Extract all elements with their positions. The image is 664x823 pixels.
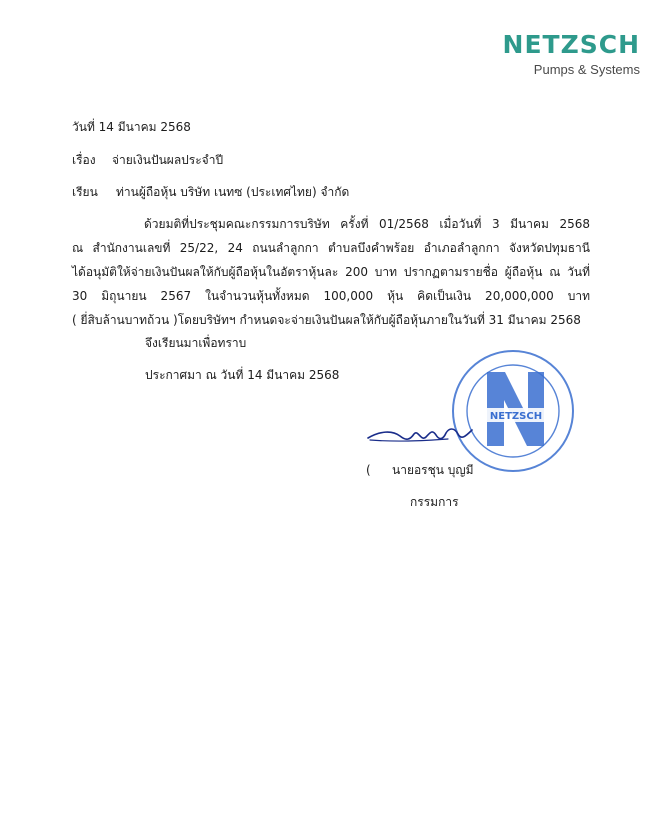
body-line-3: ได้อนุมัติให้จ่ายเงินปันผลให้กับผู้ถือหุ้นในอัตราหุ้นละ 200 บาท ปรากฏตามรายชื่อ ผู้ถือหุ้น ณ วันที่ (72, 265, 590, 279)
signer-name: นายอรชุน บุญมี (392, 463, 474, 477)
subject-label: เรื่อง (72, 153, 96, 167)
body-paragraph (72, 212, 590, 332)
recipient-text: ท่านผู้ถือหุ้น บริษัท เนทซ (ประเทศไทย) จำกัด (116, 185, 350, 199)
signer-title: กรรมการ (410, 495, 459, 509)
handwritten-signature (366, 416, 476, 452)
date-line: วันที่ 14 มีนาคม 2568 (72, 120, 191, 134)
company-seal-stamp (450, 348, 576, 474)
subject-text: จ่ายเงินปันผลประจำปี (112, 153, 224, 167)
seal-label: NETZSCH (489, 411, 543, 422)
closing-text: จึงเรียนมาเพื่อทราบ (145, 336, 247, 350)
body-line-1: ด้วยมติที่ประชุมคณะกรรมการบริษัท ครั้งที่ 01/2568 เมื่อวันที่ 3 มีนาคม 2568 (144, 217, 590, 231)
logo-wordmark: NETZSCH (502, 30, 640, 59)
recipient-label: เรียน (72, 185, 98, 199)
signer-open-paren: ( (366, 463, 371, 477)
logo-tagline: Pumps & Systems (533, 62, 640, 77)
announce-text: ประกาศมา ณ วันที่ 14 มีนาคม 2568 (145, 368, 340, 382)
body-line-4: 30 มิถุนายน 2567 ในจำนวนหุ้นทั้งหมด 100,000 หุ้น คิดเป็นเงิน 20,000,000 บาท (72, 289, 590, 303)
body-line-5: ( ยี่สิบล้านบาทถ้วน )โดยบริษัทฯ กำหนดจะจ่ายเงินปันผลให้กับผู้ถือหุ้นภายในวันที่ 31 มีนาคม 2568 (72, 313, 581, 327)
netzsch-logo (503, 30, 640, 77)
body-line-2: ณ สำนักงานเลขที่ 25/22, 24 ถนนลำลูกกา ตำบลบึงคำพร้อย อำเภอลำลูกกา จังหวัดปทุมธานี (72, 241, 590, 255)
